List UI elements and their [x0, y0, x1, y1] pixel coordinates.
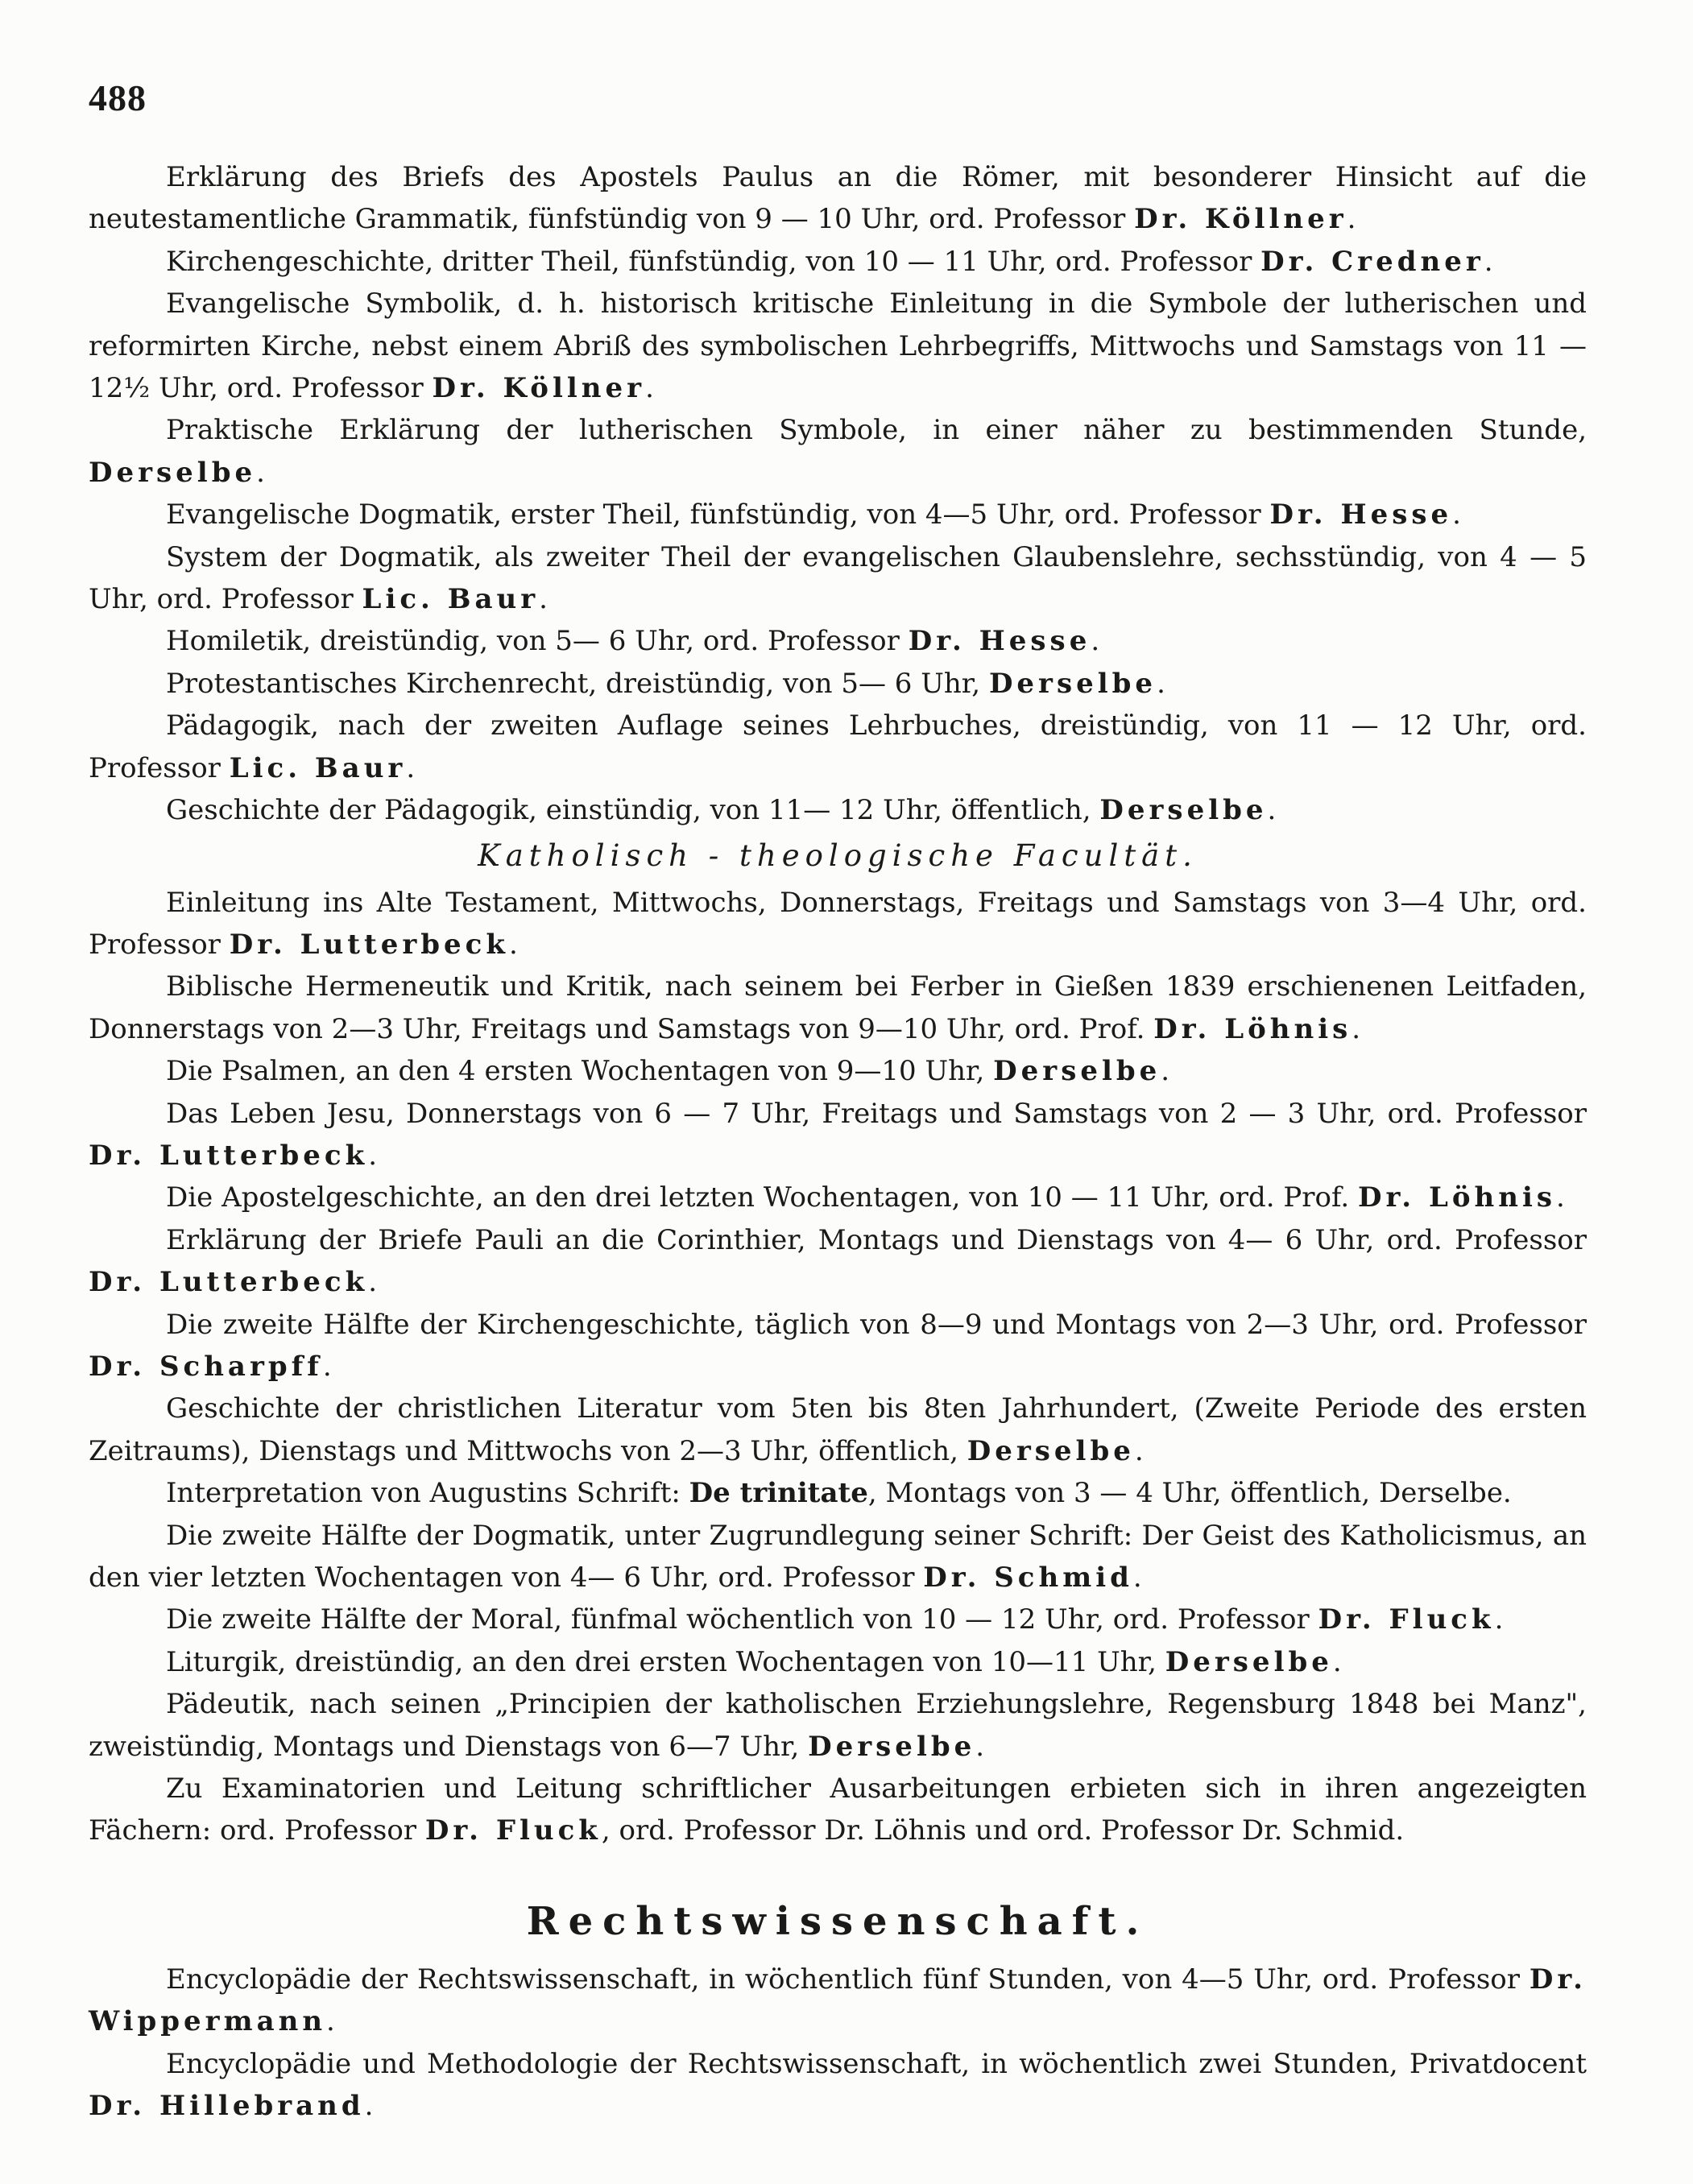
course-entry: Encyclopädie und Methodologie der Rechtswissenschaft, in wöchentlich zwei Stunden, Privatdocent Dr. Hillebrand. — [89, 2047, 1587, 2123]
course-entry: Das Leben Jesu, Donnerstags von 6 — 7 Uhr, Freitags und Samstags von 2 — 3 Uhr, ord. Professor Dr. Lutterbeck. — [89, 1097, 1587, 1172]
course-entry: Geschichte der christlichen Literatur vom 5ten bis 8ten Jahrhundert, (Zweite Periode des ersten Zeitraums), Dienstags und Mittwochs von 2—3 Uhr, öffentlich, Derselbe. — [89, 1392, 1587, 1467]
course-entry: Homiletik, dreistündig, von 5— 6 Uhr, ord. Professor Dr. Hesse. — [166, 625, 1100, 658]
course-entry: Encyclopädie der Rechtswissenschaft, in wöchentlich fünf Stunden, von 4—5 Uhr, ord. Professor Dr. Wippermann. — [89, 1963, 1587, 2038]
course-entry: Evangelische Symbolik, d. h. historisch kritische Einleitung in die Symbole der lutherischen und reformirten Kirche, nebst einem Abriß des symbolischen Lehrbegriffs, Mittwochs und Samstags von 11 — 12½ Uhr, ord. Professor Dr. Köllner. — [89, 287, 1587, 405]
course-entry: Evangelische Dogmatik, erster Theil, fünfstündig, von 4—5 Uhr, ord. Professor Dr. Hesse. — [166, 498, 1461, 532]
course-entry: Die zweite Hälfte der Dogmatik, unter Zugrundlegung seiner Schrift: Der Geist des Katholicismus, an den vier letzten Wochentagen von 4— 6 Uhr, ord. Professor Dr. Schmid. — [89, 1519, 1587, 1594]
course-entry: Die Psalmen, an den 4 ersten Wochentagen von 9—10 Uhr, Derselbe. — [166, 1055, 1170, 1088]
course-entry: Erklärung der Briefe Pauli an die Corinthier, Montags und Dienstags von 4— 6 Uhr, ord. Professor Dr. Lutterbeck. — [89, 1223, 1587, 1299]
course-entry: Interpretation von Augustins Schrift: De trinitate, Montags von 3 — 4 Uhr, öffentlich, Derselbe. — [166, 1477, 1512, 1510]
protestant-section — [89, 156, 1587, 832]
page-number: 488 — [89, 77, 147, 118]
course-entry: Die Apostelgeschichte, an den drei letzten Wochentagen, von 10 — 11 Uhr, ord. Prof. Dr. Löhnis. — [166, 1181, 1565, 1214]
course-entry: Pädagogik, nach der zweiten Auflage seines Lehrbuches, dreistündig, von 11 — 12 Uhr, ord. Professor Lic. Baur. — [89, 709, 1587, 784]
document-page — [89, 77, 1587, 2127]
law-section-heading: Rechtswissenschaft. — [526, 1898, 1149, 1944]
course-entry: Liturgik, dreistündig, an den drei ersten Wochentagen von 10—11 Uhr, Derselbe. — [166, 1645, 1342, 1678]
course-entry: Die zweite Hälfte der Moral, fünfmal wöchentlich von 10 — 12 Uhr, ord. Professor Dr. Fluck. — [166, 1603, 1504, 1636]
course-entry: Protestantisches Kirchenrecht, dreistündig, von 5— 6 Uhr, Derselbe. — [166, 667, 1165, 700]
catholic-section — [89, 882, 1587, 1852]
course-entry: Pädeutik, nach seinen „Principien der katholischen Erziehungslehre, Regensburg 1848 bei Manz", zweistündig, Montags und Dienstags von 6—7 Uhr, Derselbe. — [89, 1688, 1587, 1763]
course-entry: Erklärung des Briefs des Apostels Paulus an die Römer, mit besonderer Hinsicht auf die neutestamentliche Grammatik, fünfstündig von 9 — 10 Uhr, ord. Professor Dr. Köllner. — [89, 161, 1587, 236]
course-entry: Einleitung ins Alte Testament, Mittwochs, Donnerstags, Freitags und Samstags von 3—4 Uhr, ord. Professor Dr. Lutterbeck. — [89, 886, 1587, 961]
catholic-faculty-heading: Katholisch - theologische Facultät. — [478, 838, 1198, 873]
course-entry: Zu Examinatorien und Leitung schriftlicher Ausarbeitungen erbieten sich in ihren angezeigten Fächern: ord. Professor Dr. Fluck, ord. Professor Dr. Löhnis und ord. Professor Dr. Schmid. — [89, 1772, 1587, 1847]
course-entry: Praktische Erklärung der lutherischen Symbole, in einer näher zu bestimmenden Stunde, Derselbe. — [89, 414, 1587, 489]
course-entry: System der Dogmatik, als zweiter Theil der evangelischen Glaubenslehre, sechsstündig, von 4 — 5 Uhr, ord. Professor Lic. Baur. — [89, 540, 1587, 616]
course-entry: Geschichte der Pädagogik, einstündig, von 11— 12 Uhr, öffentlich, Derselbe. — [166, 794, 1277, 827]
course-entry: Kirchengeschichte, dritter Theil, fünfstündig, von 10 — 11 Uhr, ord. Professor Dr. Credner. — [166, 245, 1493, 278]
course-entry: Die zweite Hälfte der Kirchengeschichte, täglich von 8—9 und Montags von 2—3 Uhr, ord. Professor Dr. Scharpff. — [89, 1308, 1587, 1383]
law-section — [89, 1959, 1587, 2128]
course-entry: Biblische Hermeneutik und Kritik, nach seinem bei Ferber in Gießen 1839 erschienenen Leitfaden, Donnerstags von 2—3 Uhr, Freitags und Samstags von 9—10 Uhr, ord. Prof. Dr. Löhnis. — [89, 970, 1587, 1045]
